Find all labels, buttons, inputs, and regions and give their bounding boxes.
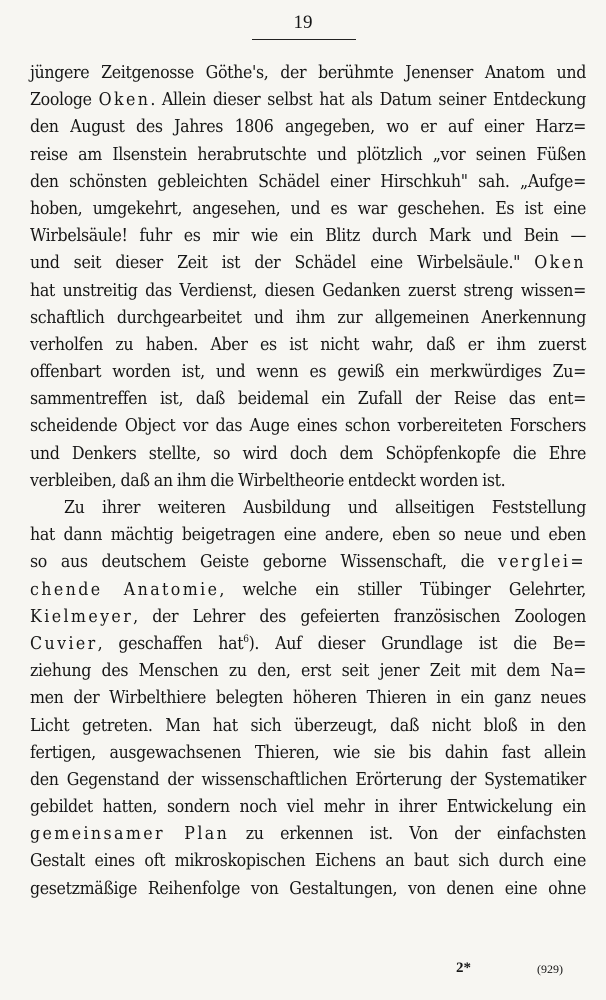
text-line [30,658,586,685]
text-run: und seit dieser Zeit ist der Schädel eine Wirbelsäule." [30,253,535,274]
text-line [30,223,586,250]
spaced-term: gemeinsamer Plan [30,824,230,845]
footnote-ref: 6 [243,634,249,646]
text-run: ). Auf dieser Grundlage ist die Be= [248,633,586,654]
body-text [30,60,586,903]
text-line [30,142,586,169]
text-line [30,713,586,740]
text-line [30,495,586,522]
text-run: Licht getreten. Man hat sich überzeugt, daß nicht bloß in den [30,715,586,736]
text-line [30,740,586,767]
text-run: reise am Ilsenstein herabrutschte und plötzlich „vor seinen Füßen [30,144,586,165]
text-line [30,305,586,332]
text-line [30,413,586,440]
text-line [30,250,586,277]
text-run: den August des Jahres 1806 angegeben, wo er auf einer Harz= [30,117,586,138]
text-run: verholfen zu haben. Aber es ist nicht wahr, daß er ihm zuerst [30,334,586,355]
text-run: scheidende Object vor das Auge eines schon vorbereiteten Forschers [30,416,586,437]
text-line [30,794,586,821]
spaced-name-oken: Oken [534,253,586,274]
text-run: hoben, umgekehrt, angesehen, und es war geschehen. Es ist eine [30,198,586,219]
text-run: Gestalt eines oft mikroskopischen Eichens an baut sich durch eine [30,851,586,872]
text-run: gesetzmäßige Reihenfolge von Gestaltungen, von denen eine ohne [30,878,586,899]
spaced-term: verglei= [498,552,586,573]
text-run: den Gegenstand der wissenschaftlichen Erörterung der Systematiker [30,769,586,790]
text-line [30,821,586,848]
text-line [30,87,586,114]
text-line [30,549,586,576]
text-run: gebildet hatten, sondern noch viel mehr in ihrer Entwickelung ein [30,797,586,818]
text-run: jüngere Zeitgenosse Göthe's, der berühmte Jenenser Anatom und [30,63,586,83]
text-line [30,196,586,223]
text-line [30,522,586,549]
text-run: men der Wirbelthiere belegten höheren Thieren in ein ganz neues [30,688,586,709]
text-run: offenbart worden ist, und wenn es gewiß ein merkwürdiges Zu= [30,362,586,383]
text-run: ziehung des Menschen zu den, erst seit jener Zeit mit dem Na= [30,661,586,682]
text-run: zu erkennen ist. Von der einfachsten [229,824,586,845]
text-line [30,441,586,468]
text-line [30,685,586,712]
text-line [30,876,586,903]
text-line [30,848,586,875]
text-run: Zoologe [30,90,99,111]
text-line [30,278,586,305]
text-line [30,332,586,359]
text-line [30,604,586,631]
text-run: . Allein dieser selbst hat als Datum seiner Entdeckung [150,90,586,111]
text-run: Zu ihrer weiteren Ausbildung und allseitigen Feststellung [64,498,586,518]
text-run: so aus deutschem Geiste geborne Wissenschaft, die [30,552,499,573]
text-run: sammentreffen ist, daß beidemal ein Zufall der Reise das ent= [30,389,586,410]
text-run: , welche ein stiller Tübinger Gelehrter, [219,579,586,600]
text-run: hat unstreitig das Verdienst, diesen Gedanken zuerst streng wissen= [30,280,586,301]
text-line [30,386,586,413]
spaced-name-cuvier: Cuvier [30,633,98,654]
text-line [30,767,586,794]
text-run: und Denkers stellte, so wird doch dem Schöpfenkopfe die Ehre [30,443,586,464]
text-line [30,577,586,604]
text-line [30,114,586,141]
text-line [30,169,586,196]
print-code: (929) [537,962,563,976]
text-line [30,359,586,386]
text-run: , der Lehrer des gefeierten französischen Zoologen [133,606,586,627]
spaced-name-kielmeyer: Kielmeyer [30,606,134,627]
text-line [30,631,586,658]
text-run: fertigen, ausgewachsenen Thieren, wie sie bis dahin fast allein [30,742,586,763]
text-run: den schönsten gebleichten Schädel einer Hirschkuh" sah. „Aufge= [30,171,586,192]
text-run: schaftlich durchgearbeitet und ihm zur allgemeinen Anerkennung [30,307,586,328]
text-run: , geschaffen hat [97,633,244,654]
sheet-signature: 2* [456,960,471,976]
header-rule [252,39,356,40]
spaced-name-oken: Oken [98,90,151,111]
text-run: hat dann mächtig beigetragen eine andere, eben so neue und eben [30,525,586,546]
text-line [30,468,586,495]
page-number: 19 [293,12,313,33]
spaced-term: chende Anatomie [30,579,220,600]
text-line [30,60,586,87]
text-run: Wirbelsäule! fuhr es mir wie ein Blitz durch Mark und Bein — [30,226,586,247]
text-run: verbleiben, daß an ihm die Wirbeltheorie entdeckt worden ist. [30,470,506,491]
